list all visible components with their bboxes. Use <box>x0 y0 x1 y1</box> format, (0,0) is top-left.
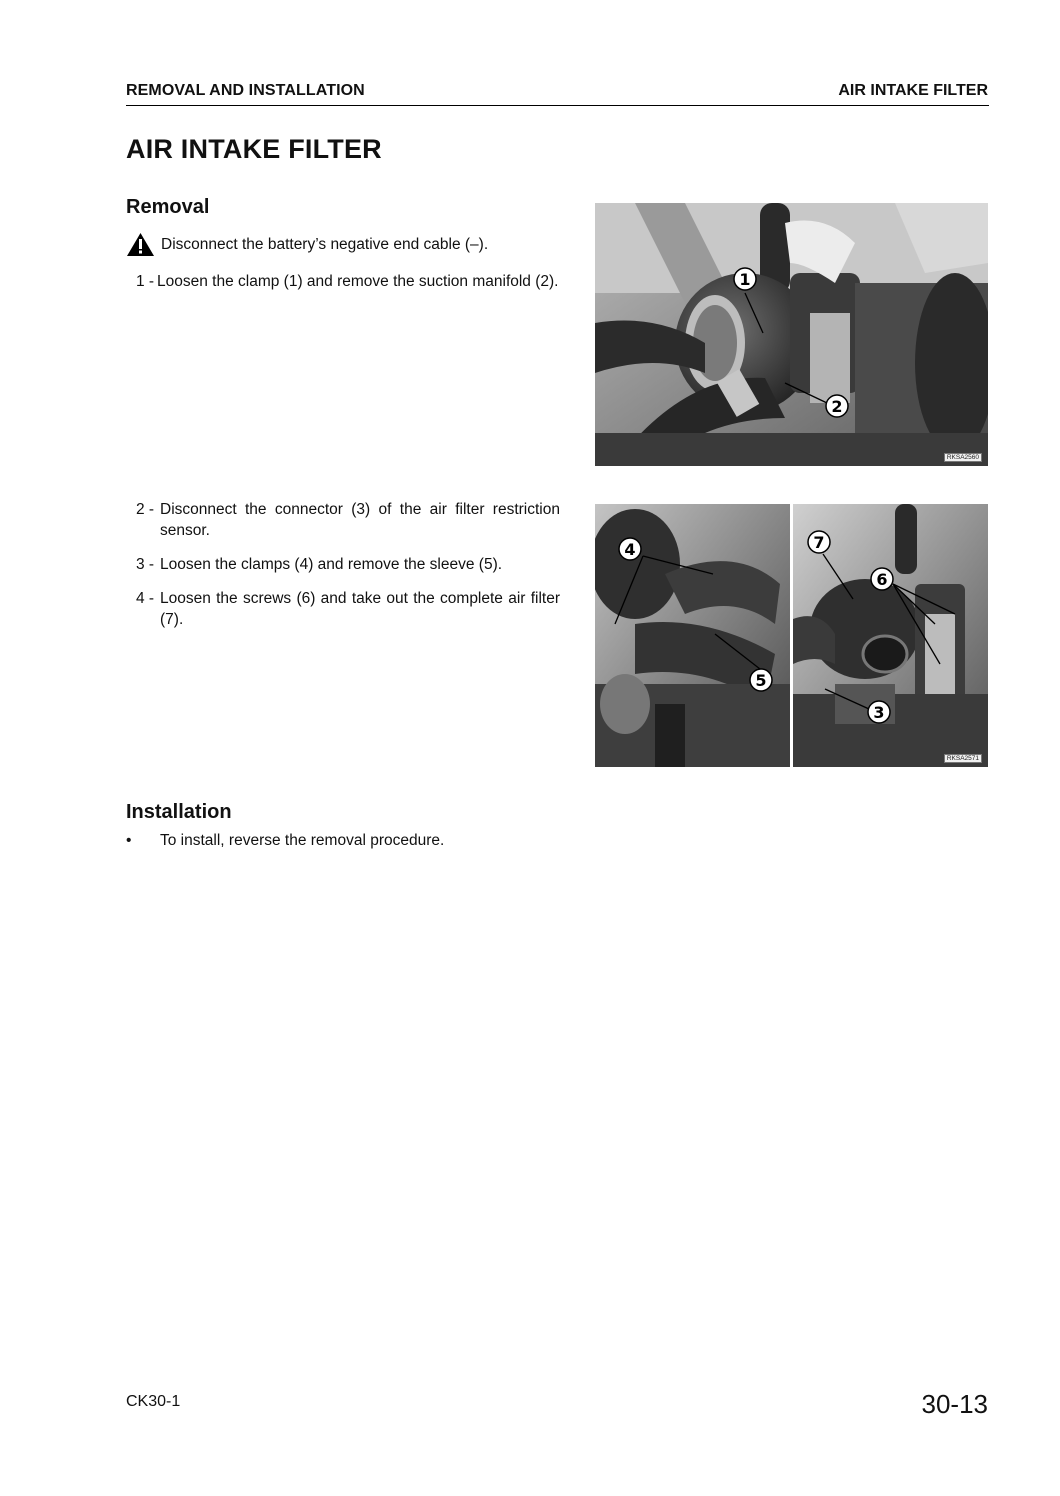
header-topic: AIR INTAKE FILTER <box>838 82 988 99</box>
callout-2: 2 <box>831 397 843 416</box>
engine-photo-2 <box>595 504 988 767</box>
figure-suction-manifold <box>595 203 988 466</box>
step-text: Loosen the clamp (1) and remove the suction manifold (2). <box>157 273 559 290</box>
header-section: REMOVAL AND INSTALLATION <box>126 82 365 99</box>
step-number: 2 - <box>136 501 155 518</box>
warning-text: Disconnect the battery’s negative end cable (–). <box>161 236 489 253</box>
callout-4: 4 <box>624 540 636 559</box>
removal-heading: Removal <box>126 196 210 218</box>
page-number: 30-13 <box>921 1389 988 1419</box>
step-3 <box>136 554 576 575</box>
installation-heading: Installation <box>126 801 232 823</box>
step-2 <box>136 499 576 541</box>
figure-air-filter <box>595 504 988 767</box>
figure-code: RKSA2560 <box>944 453 982 462</box>
step-1 <box>136 271 576 292</box>
step-text: Loosen the clamps (4) and remove the sleeve (5). <box>160 556 503 573</box>
callout-7: 7 <box>813 533 825 552</box>
step-text: Disconnect the connector (3) of the air filter restriction sensor. <box>160 501 560 539</box>
engine-photo-1 <box>595 203 988 466</box>
installation-bullet: • <box>126 832 132 849</box>
step-number: 4 - <box>136 590 155 607</box>
figure-code: RKSA2571 <box>944 754 982 763</box>
step-text: Loosen the screws (6) and take out the complete air filter (7). <box>160 590 560 628</box>
callout-6: 6 <box>876 570 888 589</box>
callout-1: 1 <box>739 270 751 289</box>
callout-3: 3 <box>873 703 885 722</box>
warning-triangle-icon <box>126 232 155 257</box>
step-4 <box>136 588 576 630</box>
page-title: AIR INTAKE FILTER <box>126 134 382 164</box>
warning-note <box>126 232 488 257</box>
callout-5: 5 <box>755 671 767 690</box>
installation-text: To install, reverse the removal procedure. <box>160 832 445 849</box>
header-rule <box>126 105 989 106</box>
step-number: 1 - <box>136 273 155 290</box>
step-number: 3 - <box>136 556 155 573</box>
footer-model: CK30-1 <box>126 1393 181 1410</box>
